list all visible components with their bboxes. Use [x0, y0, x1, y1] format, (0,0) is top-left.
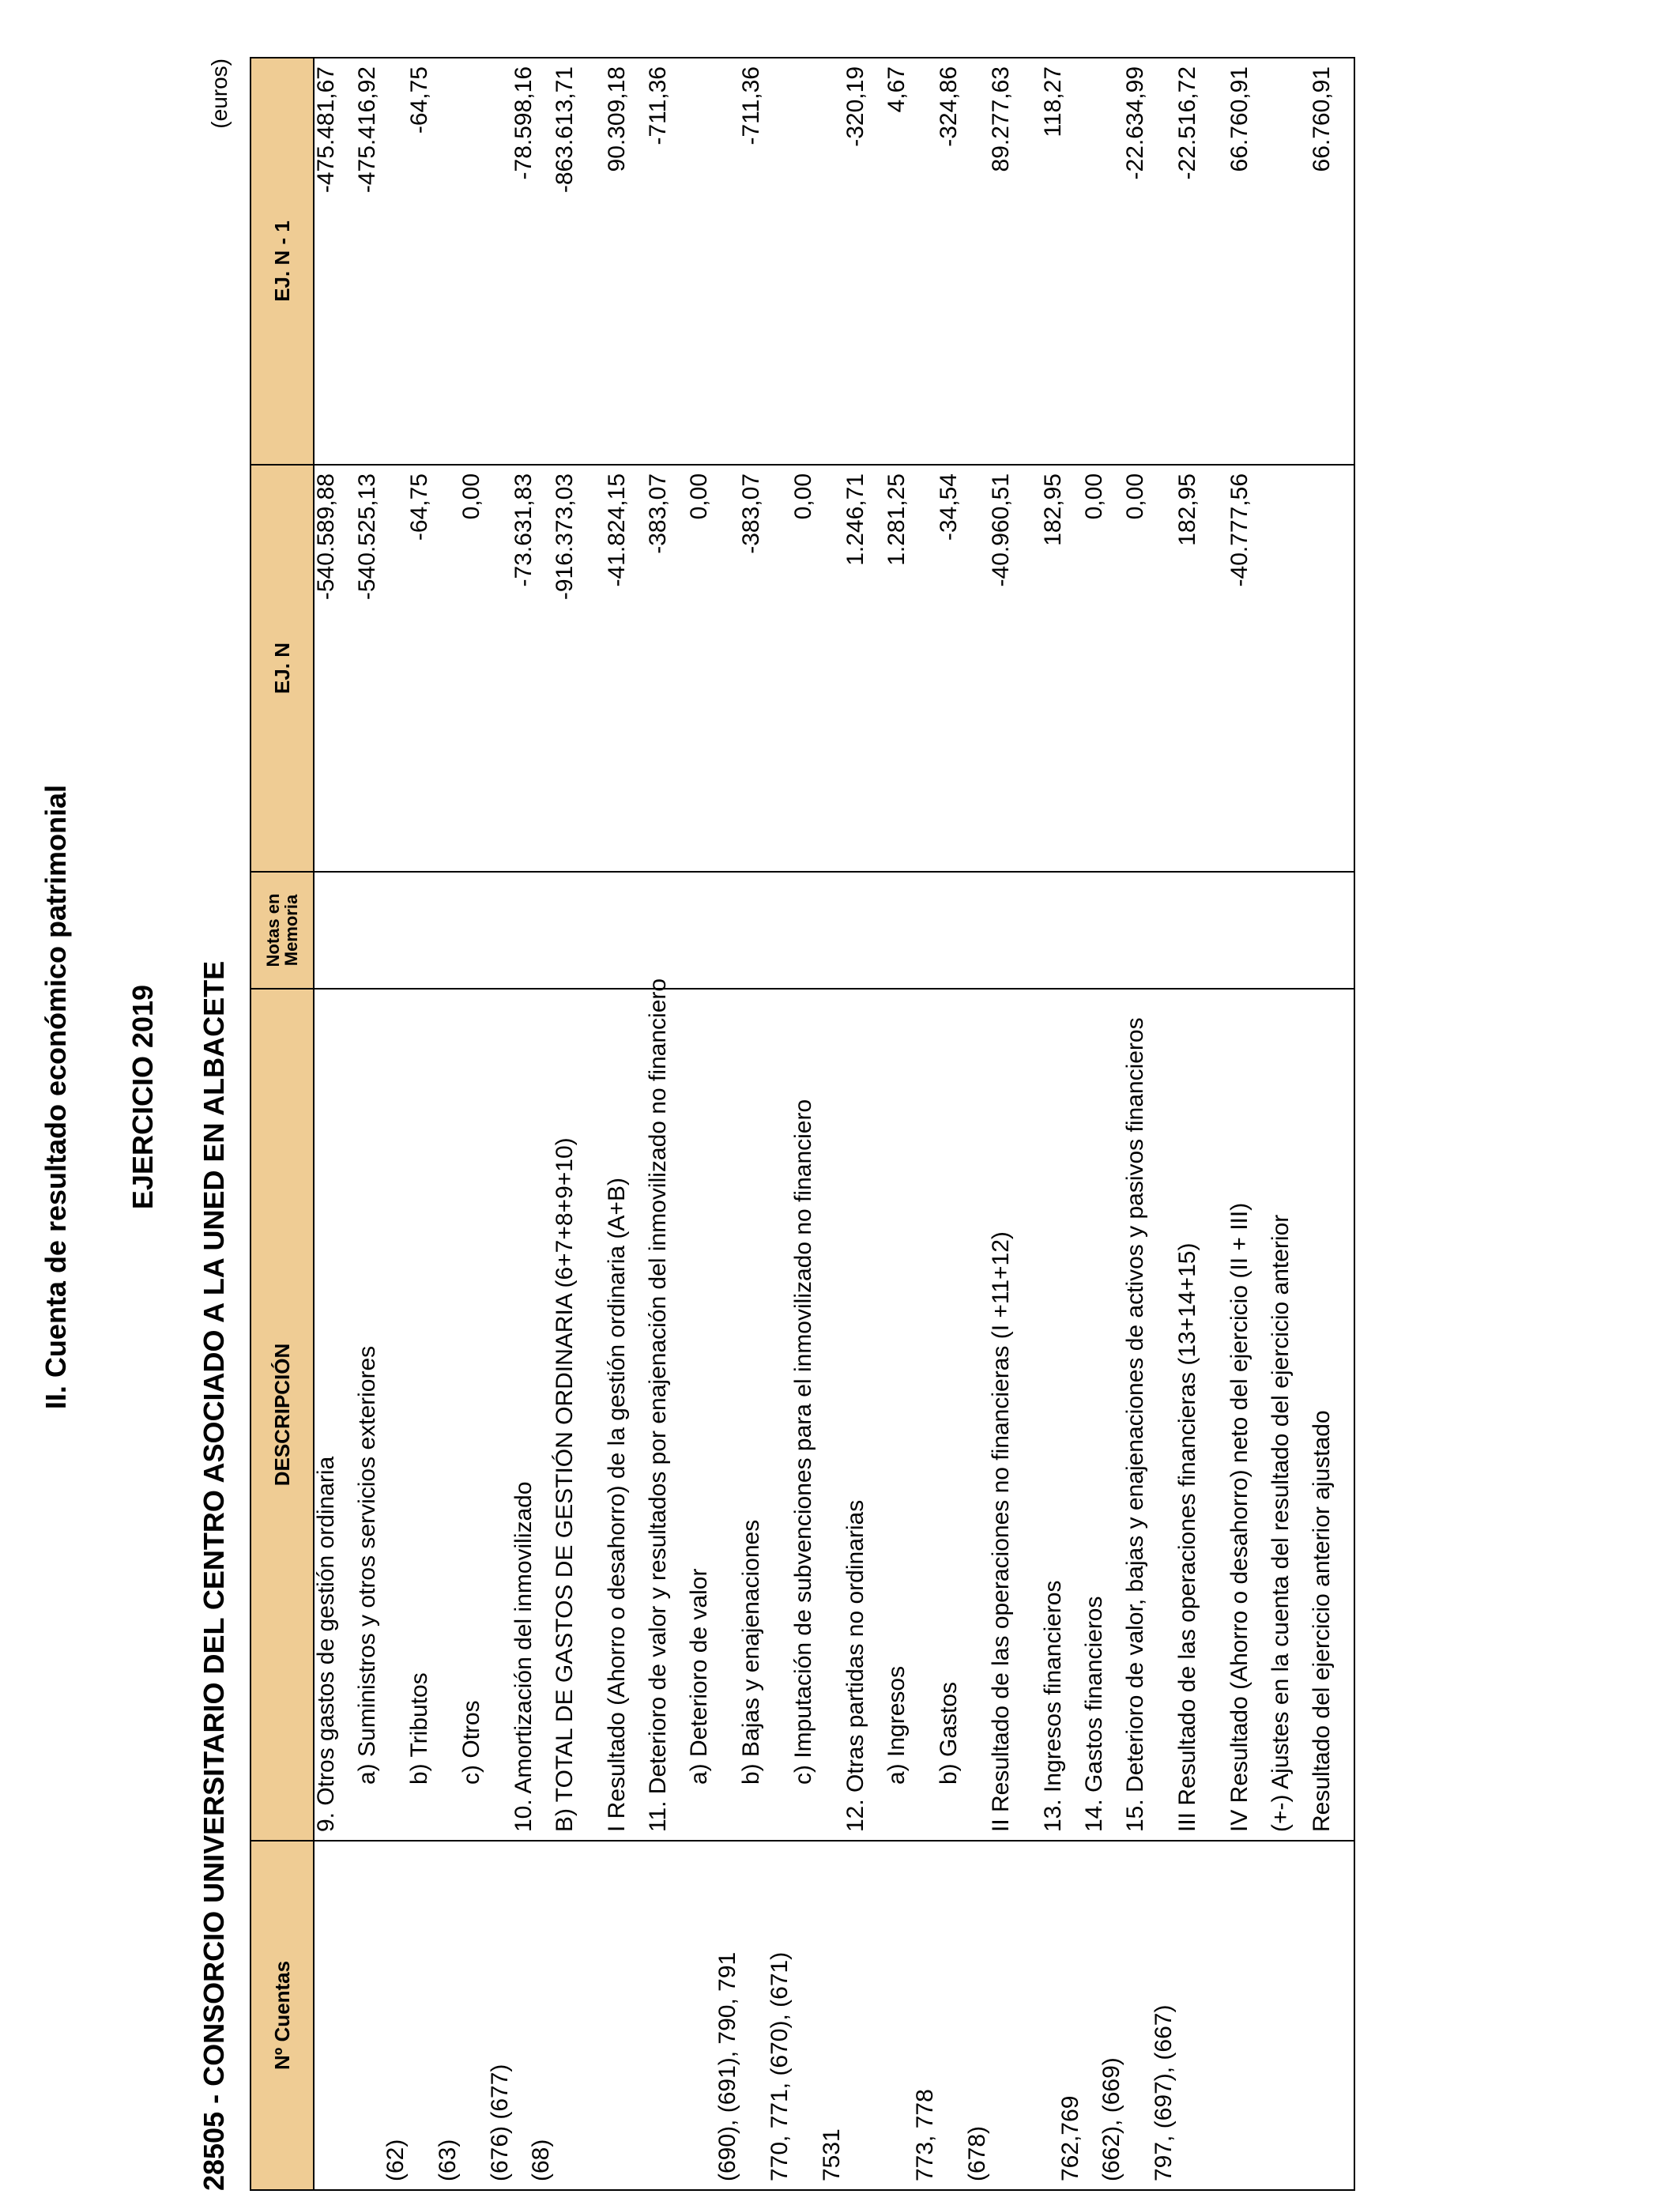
- row-accounts: [553, 1841, 605, 2190]
- currency-units: (euros): [207, 58, 232, 129]
- table-row: [512, 58, 553, 2190]
- table-row: [314, 58, 356, 2190]
- row-previous-value: -475.481,67: [314, 58, 356, 465]
- row-description: 13. Ingresos financieros: [1042, 989, 1083, 1841]
- row-notes: [314, 872, 356, 989]
- row-accounts: (662), (669): [1083, 1841, 1124, 2190]
- row-previous-value: -22.634,99: [1124, 58, 1176, 465]
- row-description: 11. Deterioro de valor y resultados por enajenación del inmovilizado no financiero: [646, 989, 687, 1841]
- row-notes: [885, 872, 937, 989]
- row-accounts: (62): [356, 1841, 408, 2190]
- row-accounts: [1310, 1841, 1354, 2190]
- row-notes: [844, 872, 885, 989]
- row-notes: [553, 872, 605, 989]
- income-statement-table: [250, 57, 1355, 2191]
- table-row: [646, 58, 687, 2190]
- row-description: 10. Amortización del inmovilizado: [512, 989, 553, 1841]
- row-notes: [460, 872, 512, 989]
- row-previous-value: -78.598,16: [512, 58, 553, 465]
- row-previous-value: [1269, 58, 1310, 465]
- row-accounts: 762,769: [1042, 1841, 1083, 2190]
- row-previous-value: -64,75: [408, 58, 460, 465]
- row-description: a) Suministros y otros servicios exteriores: [356, 989, 408, 1841]
- table-row: [460, 58, 512, 2190]
- row-accounts: 7531: [792, 1841, 844, 2190]
- row-notes: [1042, 872, 1083, 989]
- row-description: b) Tributos: [408, 989, 460, 1841]
- row-current-value: -540.525,13: [356, 465, 408, 872]
- row-previous-value: -475.416,92: [356, 58, 408, 465]
- row-notes: [512, 872, 553, 989]
- row-previous-value: 4,67: [885, 58, 937, 465]
- row-accounts: [605, 1841, 646, 2190]
- table-row: [740, 58, 792, 2190]
- row-current-value: -64,75: [408, 465, 460, 872]
- row-previous-value: [792, 58, 844, 465]
- exercise-year: EJERCICIO 2019: [126, 984, 159, 1210]
- row-description: c) Otros: [460, 989, 512, 1841]
- row-previous-value: -711,36: [740, 58, 792, 465]
- row-description: (+-) Ajustes en la cuenta del resultado del ejercicio anterior: [1269, 989, 1310, 1841]
- row-description: 15. Deterioro de valor, bajas y enajenaciones de activos y pasivos financieros: [1124, 989, 1176, 1841]
- header-accounts: Nº Cuentas: [250, 1841, 314, 2190]
- table-row: [1176, 58, 1228, 2190]
- row-accounts: (68): [512, 1841, 553, 2190]
- row-accounts: [989, 1841, 1042, 2190]
- row-current-value: 0,00: [1124, 465, 1176, 872]
- row-notes: [1310, 872, 1354, 989]
- header-current-year: EJ. N: [250, 465, 314, 872]
- table-row: [687, 58, 740, 2190]
- row-description: b) Gastos: [937, 989, 989, 1841]
- row-accounts: [1176, 1841, 1228, 2190]
- header-notes-line1: Notas en: [263, 893, 283, 967]
- row-previous-value: [687, 58, 740, 465]
- row-accounts: 797, (697), (667): [1124, 1841, 1176, 2190]
- row-current-value: -34,54: [937, 465, 989, 872]
- header-notes: [250, 872, 314, 989]
- row-previous-value: -320,19: [844, 58, 885, 465]
- row-previous-value: -22.516,72: [1176, 58, 1228, 465]
- row-notes: [605, 872, 646, 989]
- row-accounts: [1228, 1841, 1269, 2190]
- row-current-value: -73.631,83: [512, 465, 553, 872]
- row-previous-value: -863.613,71: [553, 58, 605, 465]
- row-description: 9. Otros gastos de gestión ordinaria: [314, 989, 356, 1841]
- row-description: b) Bajas y enajenaciones: [740, 989, 792, 1841]
- row-previous-value: 66.760,91: [1228, 58, 1269, 465]
- row-description: B) TOTAL DE GASTOS DE GESTIÓN ORDINARIA (6+7+8+9+10): [553, 989, 605, 1841]
- row-notes: [1176, 872, 1228, 989]
- table-row: [792, 58, 844, 2190]
- row-notes: [989, 872, 1042, 989]
- header-notes-line2: Memoria: [281, 894, 301, 967]
- report-title: II. Cuenta de resultado económico patrimonial: [40, 784, 72, 1410]
- row-current-value: -916.373,03: [553, 465, 605, 872]
- row-current-value: -40.960,51: [989, 465, 1042, 872]
- row-accounts: (63): [408, 1841, 460, 2190]
- table-row: [605, 58, 646, 2190]
- row-description: III Resultado de las operaciones financieras (13+14+15): [1176, 989, 1228, 1841]
- row-accounts: [314, 1841, 356, 2190]
- row-notes: [937, 872, 989, 989]
- row-current-value: 0,00: [1083, 465, 1124, 872]
- row-notes: [408, 872, 460, 989]
- row-current-value: 0,00: [460, 465, 512, 872]
- table-row: [885, 58, 937, 2190]
- row-previous-value: 66.760,91: [1310, 58, 1354, 465]
- row-notes: [792, 872, 844, 989]
- row-previous-value: 118,27: [1042, 58, 1083, 465]
- header-description: DESCRIPCIÓN: [250, 989, 314, 1841]
- row-current-value: 1.281,25: [885, 465, 937, 872]
- row-accounts: [646, 1841, 687, 2190]
- header-previous-year: EJ. N - 1: [250, 58, 314, 465]
- row-accounts: 770, 771, (670), (671): [740, 1841, 792, 2190]
- row-notes: [356, 872, 408, 989]
- row-description: I Resultado (Ahorro o desahorro) de la gestión ordinaria (A+B): [605, 989, 646, 1841]
- table-row: [1269, 58, 1310, 2190]
- table-row: [844, 58, 885, 2190]
- row-description: a) Deterioro de valor: [687, 989, 740, 1841]
- table-row: [989, 58, 1042, 2190]
- row-description: Resultado del ejercicio anterior ajustado: [1310, 989, 1354, 1841]
- table-row: [553, 58, 605, 2190]
- table-row: [937, 58, 989, 2190]
- table-row: [1310, 58, 1354, 2190]
- table-header-row: [250, 58, 314, 2190]
- row-accounts: (678): [937, 1841, 989, 2190]
- row-accounts: [844, 1841, 885, 2190]
- row-current-value: 1.246,71: [844, 465, 885, 872]
- row-previous-value: 90.309,18: [605, 58, 646, 465]
- row-current-value: 0,00: [792, 465, 844, 872]
- row-notes: [646, 872, 687, 989]
- row-accounts: 773, 778: [885, 1841, 937, 2190]
- row-current-value: -383,07: [646, 465, 687, 872]
- row-current-value: -41.824,15: [605, 465, 646, 872]
- row-current-value: -40.777,56: [1228, 465, 1269, 872]
- row-current-value: 182,95: [1042, 465, 1083, 872]
- row-accounts: (690), (691), 790, 791: [687, 1841, 740, 2190]
- row-previous-value: -711,36: [646, 58, 687, 465]
- row-notes: [1083, 872, 1124, 989]
- row-current-value: 182,95: [1176, 465, 1228, 872]
- row-description: c) Imputación de subvenciones para el inmovilizado no financiero: [792, 989, 844, 1841]
- table-row: [408, 58, 460, 2190]
- row-previous-value: -324,86: [937, 58, 989, 465]
- row-previous-value: 89.277,63: [989, 58, 1042, 465]
- row-notes: [1269, 872, 1310, 989]
- row-current-value: [1310, 465, 1354, 872]
- row-description: II Resultado de las operaciones no financieras (I +11+12): [989, 989, 1042, 1841]
- row-accounts: (676) (677): [460, 1841, 512, 2190]
- row-accounts: [1269, 1841, 1310, 2190]
- row-notes: [740, 872, 792, 989]
- row-current-value: 0,00: [687, 465, 740, 872]
- table-row: [1083, 58, 1124, 2190]
- row-previous-value: [1083, 58, 1124, 465]
- row-description: 12. Otras partidas no ordinarias: [844, 989, 885, 1841]
- row-description: IV Resultado (Ahorro o desahorro) neto del ejercicio (II + III): [1228, 989, 1269, 1841]
- row-notes: [1228, 872, 1269, 989]
- row-description: 14. Gastos financieros: [1083, 989, 1124, 1841]
- row-notes: [687, 872, 740, 989]
- table-row: [356, 58, 408, 2190]
- row-notes: [1124, 872, 1176, 989]
- row-description: a) Ingresos: [885, 989, 937, 1841]
- row-current-value: -540.589,88: [314, 465, 356, 872]
- row-current-value: [1269, 465, 1310, 872]
- organization-name: 28505 - CONSORCIO UNIVERSITARIO DEL CENTRO ASOCIADO A LA UNED EN ALBACETE: [198, 960, 230, 2191]
- row-previous-value: [460, 58, 512, 465]
- row-current-value: -383,07: [740, 465, 792, 872]
- table-row: [1124, 58, 1176, 2190]
- table-row: [1042, 58, 1083, 2190]
- table-row: [1228, 58, 1269, 2190]
